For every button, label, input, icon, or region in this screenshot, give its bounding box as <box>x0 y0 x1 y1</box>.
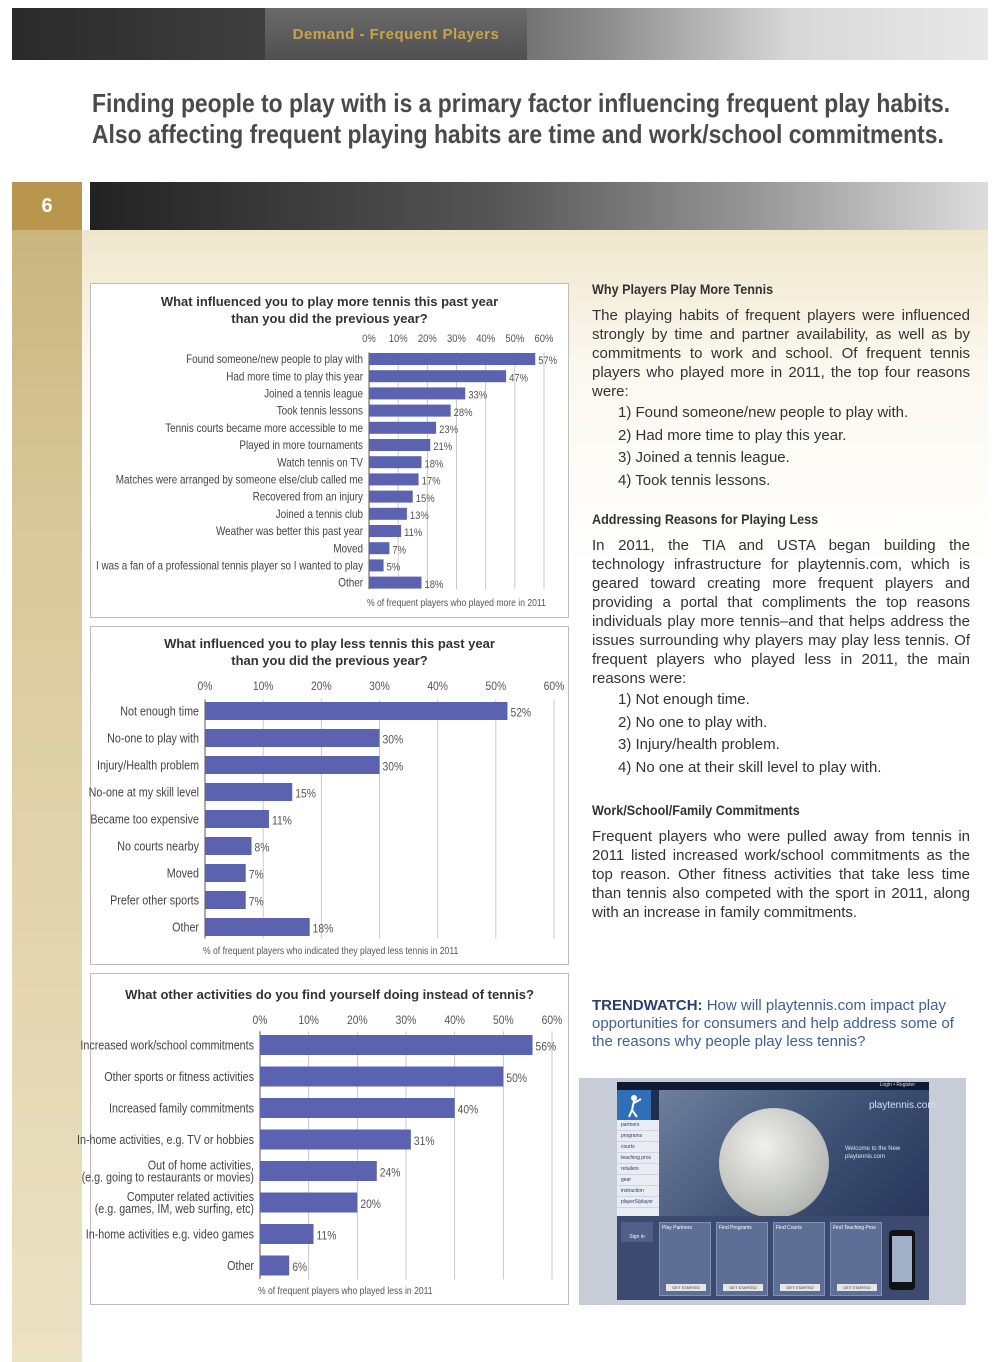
site-card-title: Find Programs <box>719 1225 752 1231</box>
x-tick-label: 20% <box>311 680 332 694</box>
chart-footnote: % of frequent players who played more in 2011 <box>366 597 546 609</box>
chart-footnote: % of frequent players who played less in 2011 <box>258 1285 433 1297</box>
site-card-title: Play Partners <box>662 1225 693 1231</box>
list-item: 1) Found someone/new people to play with. <box>618 404 909 421</box>
bar-value-label: 30% <box>382 733 404 747</box>
list-item: 4) No one at their skill level to play with. <box>618 758 882 776</box>
bar-value-label: 23% <box>439 424 459 437</box>
category-label: In-home activities e.g. video games <box>85 1227 255 1242</box>
tennis-ball-image <box>719 1108 829 1218</box>
list-item: 3) Joined a tennis league. <box>618 449 790 466</box>
bar <box>205 702 507 720</box>
x-tick-label: 50% <box>505 333 525 346</box>
site-hero <box>659 1090 936 1216</box>
bar-value-label: 56% <box>535 1040 557 1054</box>
bar-value-label: 57% <box>538 355 558 368</box>
bar-value-label: 52% <box>510 706 532 720</box>
category-label: Other <box>338 577 363 590</box>
site-nav-item[interactable]: retailers <box>617 1164 659 1175</box>
category-label: (e.g. games, IM, web surfing, etc) <box>94 1202 254 1217</box>
category-label: Took tennis lessons <box>276 405 363 418</box>
bar <box>260 1161 377 1181</box>
bar-value-label: 21% <box>433 441 453 454</box>
trendwatch-label: TRENDWATCH: <box>592 997 703 1014</box>
bar <box>260 1256 289 1276</box>
bar <box>369 439 430 451</box>
category-label: Weather was better this past year <box>215 525 363 539</box>
bar <box>260 1224 314 1244</box>
tennis-player-icon <box>617 1090 651 1120</box>
bar <box>260 1098 455 1118</box>
bar-value-label: 18% <box>424 458 444 471</box>
category-label: Matches were arranged by someone else/club called me <box>115 473 363 487</box>
bar-value-label: 40% <box>457 1103 479 1117</box>
bar <box>205 918 310 936</box>
category-label: Out of home activities, <box>147 1158 254 1173</box>
chart-play-more <box>90 283 569 618</box>
bar <box>369 577 422 589</box>
x-tick-label: 0% <box>362 333 376 346</box>
category-label: No-one at my skill level <box>88 785 199 800</box>
chart-title-line-2: than you did the previous year? <box>231 311 428 326</box>
bar <box>205 729 380 747</box>
site-nav-item[interactable]: playerS/player <box>617 1197 659 1208</box>
bar <box>369 387 465 399</box>
section-heading: Work/School/Family Commitments <box>592 802 800 818</box>
phone-image <box>889 1230 915 1290</box>
chart-play-more-plot <box>91 284 570 619</box>
category-label: Joined a tennis club <box>275 508 363 522</box>
x-tick-label: 40% <box>444 1014 465 1028</box>
x-tick-label: 60% <box>543 680 565 694</box>
x-tick-label: 10% <box>298 1014 319 1028</box>
category-label: Increased family commitments <box>109 1101 255 1116</box>
x-tick-label: 30% <box>447 333 466 346</box>
bar <box>369 491 413 503</box>
bar <box>205 756 380 774</box>
bar <box>205 837 252 855</box>
page-number-box <box>12 182 82 230</box>
category-label: Found someone/new people to play with <box>186 353 363 367</box>
category-label: Computer related activities <box>126 1190 254 1205</box>
bar-value-label: 11% <box>271 814 292 828</box>
x-tick-label: 30% <box>395 1014 417 1028</box>
section-label: Demand - Frequent Players <box>292 25 500 43</box>
section-paragraph: The playing habits of frequent players were influenced strongly by time and partner availability, as well as by commitments to work and school. Of frequent tennis players who played more in 2011, the top four reasons were: <box>592 307 970 400</box>
category-label: Not enough time <box>120 704 199 719</box>
bar <box>369 542 389 554</box>
bar-value-label: 18% <box>312 922 334 936</box>
site-bottom <box>617 1216 929 1300</box>
x-tick-label: 10% <box>388 333 408 346</box>
x-tick-label: 0% <box>252 1014 268 1028</box>
category-label: Prefer other sports <box>110 893 199 908</box>
category-label: Recovered from an injury <box>252 491 363 504</box>
category-label: Joined a tennis league <box>264 387 363 401</box>
trendwatch-callout <box>592 997 972 1051</box>
reason-list <box>618 402 970 492</box>
section-addressing-less <box>592 511 970 779</box>
site-card-button[interactable]: GET STARTED <box>780 1284 820 1291</box>
site-card[interactable] <box>659 1222 711 1296</box>
site-nav-item[interactable]: partners <box>617 1120 659 1131</box>
site-nav-item[interactable]: gear <box>617 1175 659 1186</box>
category-label: Injury/Health problem <box>96 758 199 773</box>
section-why-more <box>592 281 970 492</box>
site-card[interactable] <box>773 1222 825 1296</box>
category-label: Other sports or fitness activities <box>104 1070 254 1085</box>
section-heading: Addressing Reasons for Playing Less <box>592 511 819 527</box>
site-card-button[interactable]: GET STARTED <box>666 1284 706 1291</box>
bar <box>260 1193 357 1213</box>
category-label: (e.g. going to restaurants or movies) <box>81 1170 254 1185</box>
site-card[interactable] <box>830 1222 882 1296</box>
bar <box>369 559 384 571</box>
bar-value-label: 13% <box>409 510 429 523</box>
site-topbar <box>617 1082 929 1090</box>
x-tick-label: 50% <box>485 680 507 694</box>
bar-value-label: 7% <box>248 895 264 909</box>
bar <box>205 864 246 882</box>
bar-value-label: 11% <box>316 1229 337 1243</box>
site-card[interactable] <box>716 1222 768 1296</box>
section-heading: Why Players Play More Tennis <box>592 281 774 297</box>
category-label: Became too expensive <box>90 812 199 827</box>
bar-value-label: 30% <box>382 760 404 774</box>
chart-title-line-1: What other activities do you find yourself doing instead of tennis? <box>125 987 534 1002</box>
site-card-title: Find Courts <box>776 1225 802 1231</box>
bar-value-label: 24% <box>379 1166 401 1180</box>
list-item: 2) No one to play with. <box>618 713 768 731</box>
x-tick-label: 30% <box>369 680 390 694</box>
bar-value-label: 15% <box>295 787 316 801</box>
bar <box>260 1130 411 1150</box>
category-label: In-home activities, e.g. TV or hobbies <box>76 1133 255 1148</box>
chart-other-activities <box>76 973 569 1305</box>
bar <box>205 810 269 828</box>
bar <box>205 783 292 801</box>
trendwatch-text: How will playtennis.com impact play opportunities for consumers and help address some of the reasons why people play less tennis? <box>592 997 954 1050</box>
reason-list <box>618 689 970 779</box>
bar <box>205 891 246 909</box>
x-tick-label: 10% <box>252 680 274 694</box>
site-sign-in[interactable]: Sign in <box>621 1222 653 1242</box>
category-label: Moved <box>166 866 199 881</box>
site-logo-box[interactable] <box>617 1090 651 1120</box>
section-paragraph: In 2011, the TIA and USTA began building the technology infrastructure for playtennis.com, which is geared toward creating more frequent players and providing a portal that compliments the top reasons individuals play more tennis–and that helps address the issues surrounding why players may play less tennis. Of frequent players who played less in 2011, the main reasons were: <box>592 537 970 687</box>
category-label: Tennis courts became more accessible to me <box>165 422 363 436</box>
x-tick-label: 0% <box>197 680 213 694</box>
category-label: Moved <box>333 542 363 556</box>
site-brand: playtennis.com <box>869 1100 936 1111</box>
chart-title-line-1: What influenced you to play less tennis this past year <box>164 636 495 651</box>
site-card-title: Find Teaching Pros <box>833 1225 876 1231</box>
site-nav-item[interactable]: teaching pros <box>617 1153 659 1164</box>
bar <box>260 1035 533 1055</box>
bar-value-label: 47% <box>509 372 529 385</box>
bar <box>369 405 451 417</box>
chart-footnote: % of frequent players who indicated they played less tennis in 2011 <box>203 945 459 957</box>
section-commitments <box>592 802 970 922</box>
category-label: No-one to play with <box>107 731 199 746</box>
site-nav-item[interactable]: instruction <box>617 1186 659 1197</box>
chart-other-activities-plot <box>76 974 570 1306</box>
category-label: Had more time to play this year <box>226 370 363 384</box>
bar <box>369 456 422 468</box>
bar-value-label: 50% <box>506 1072 527 1086</box>
site-nav <box>617 1120 659 1216</box>
bar <box>369 422 436 434</box>
list-item: 1) Not enough time. <box>618 691 750 708</box>
bar-value-label: 7% <box>392 544 407 557</box>
bar-value-label: 17% <box>421 476 441 488</box>
bar-value-label: 6% <box>292 1261 308 1275</box>
x-tick-label: 40% <box>427 680 448 694</box>
page-number: 6 <box>41 194 53 217</box>
site-nav-item[interactable]: programs <box>617 1131 659 1142</box>
bar-value-label: 18% <box>424 579 444 591</box>
site-welcome: Welcome to the New playtennis.com <box>845 1146 901 1160</box>
section-paragraph: Frequent players who were pulled away from tennis in 2011 listed increased work/school commitments as the top reason. Other fitness activities that take less time than tennis also competed with the sport in 2011, along with an increase in family commitments. <box>592 828 970 921</box>
chart-title-line-2: than you did the previous year? <box>231 653 428 668</box>
bar-value-label: 11% <box>404 527 423 540</box>
headline-line-2: Also affecting frequent playing habits are time and work/school commitments. <box>92 119 944 149</box>
x-tick-label: 20% <box>417 333 437 346</box>
dark-divider-bar <box>90 182 988 230</box>
category-label: I was a fan of a professional tennis player so I wanted to play <box>95 559 363 573</box>
bar-value-label: 33% <box>468 390 488 402</box>
site-card-button[interactable]: GET STARTED <box>723 1284 763 1291</box>
x-tick-label: 20% <box>347 1014 368 1028</box>
site-nav-item[interactable]: courts <box>617 1142 659 1153</box>
bar-value-label: 5% <box>386 562 401 574</box>
headline-line-1: Finding people to play with is a primary factor influencing frequent play habits. <box>92 88 951 118</box>
bar <box>369 473 419 485</box>
list-item: 4) Took tennis lessons. <box>618 471 771 489</box>
bar <box>260 1067 503 1087</box>
bar-value-label: 20% <box>360 1198 381 1212</box>
x-tick-label: 60% <box>541 1014 563 1028</box>
category-label: Watch tennis on TV <box>277 456 363 470</box>
bar-value-label: 28% <box>453 407 473 419</box>
bar <box>369 525 401 537</box>
chart-play-less <box>90 626 569 965</box>
bar-value-label: 31% <box>413 1135 435 1149</box>
x-tick-label: 50% <box>493 1014 514 1028</box>
bar-value-label: 7% <box>248 868 264 882</box>
site-login-link[interactable]: Login • Register <box>879 1082 915 1088</box>
list-item: 3) Injury/health problem. <box>618 736 780 753</box>
category-label: Other <box>172 920 199 935</box>
bar <box>369 508 407 520</box>
x-tick-label: 60% <box>534 333 554 346</box>
category-label: Increased work/school commitments <box>80 1038 254 1053</box>
gold-side-column <box>12 182 82 1362</box>
chart-title-line-1: What influenced you to play more tennis this past year <box>160 294 499 309</box>
section-tab <box>265 8 527 60</box>
bar-value-label: 15% <box>415 493 435 505</box>
site-card-button[interactable]: GET STARTED <box>837 1284 877 1291</box>
category-label: Other <box>227 1259 254 1274</box>
bar <box>369 353 535 365</box>
headline <box>92 88 951 150</box>
x-tick-label: 40% <box>476 333 496 346</box>
list-item: 2) Had more time to play this year. <box>618 426 847 444</box>
chart-play-less-plot <box>88 627 570 966</box>
category-label: Played in more tournaments <box>239 439 363 453</box>
bar-value-label: 8% <box>254 841 270 855</box>
site-frame <box>617 1082 936 1300</box>
website-screenshot <box>579 1078 966 1305</box>
category-label: No courts nearby <box>117 839 199 854</box>
bar <box>369 370 506 382</box>
